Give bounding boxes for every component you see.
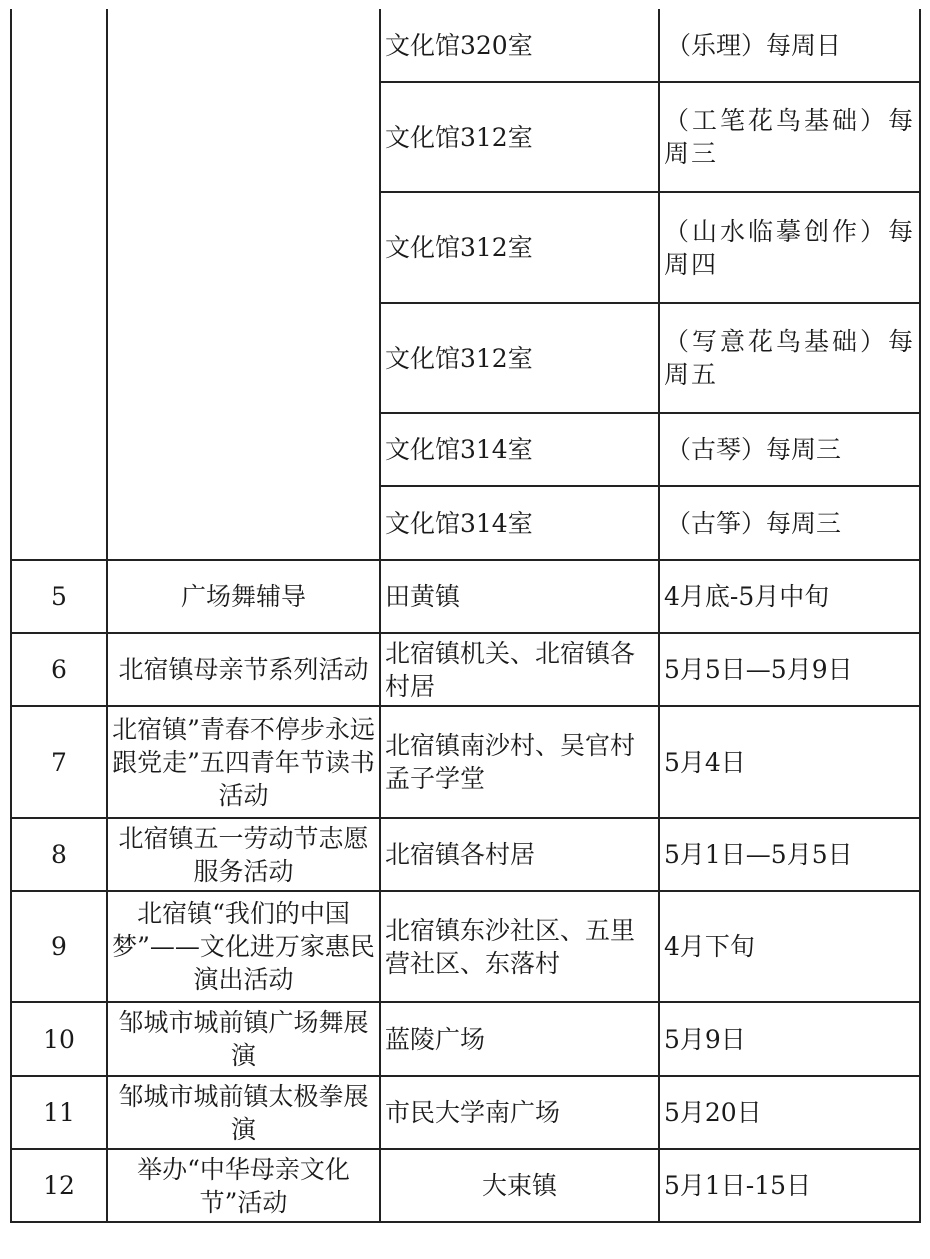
- time-cell: 5月9日: [659, 1002, 920, 1076]
- table-row: [11, 1002, 920, 1076]
- activity-schedule-table: [10, 9, 921, 1223]
- location-cell: 文化馆320室: [380, 9, 659, 82]
- time-cell: （乐理）每周日: [659, 9, 920, 82]
- time-cell: 5月5日—5月9日: [659, 633, 920, 706]
- table-row: [11, 560, 920, 633]
- table-row: [11, 818, 920, 891]
- activity-name-cell: 举办“中华母亲文化节”活动: [107, 1149, 380, 1222]
- row-number-cell: 5: [11, 560, 107, 633]
- table-row: [11, 1149, 920, 1222]
- activity-name-cell: 北宿镇“我们的中国梦”——文化进万家惠民演出活动: [107, 891, 380, 1002]
- row-number-cell: 12: [11, 1149, 107, 1222]
- activity-name-cell: 北宿镇”青春不停步永远跟党走”五四青年节读书活动: [107, 706, 380, 818]
- location-cell: 北宿镇南沙村、吴官村孟子学堂: [380, 706, 659, 818]
- time-cell: 4月底-5月中旬: [659, 560, 920, 633]
- location-cell: 文化馆312室: [380, 82, 659, 192]
- table-row: [11, 9, 920, 82]
- location-cell: 文化馆312室: [380, 192, 659, 303]
- time-cell: （写意花鸟基础）每周五: [659, 303, 920, 413]
- time-cell: （工笔花鸟基础）每周三: [659, 82, 920, 192]
- activity-name-cell: 邹城市城前镇广场舞展演: [107, 1002, 380, 1076]
- time-cell: 5月4日: [659, 706, 920, 818]
- row-number-cell: 8: [11, 818, 107, 891]
- time-cell: 5月1日-15日: [659, 1149, 920, 1222]
- table-row: [11, 891, 920, 1002]
- continued-name-cell: [107, 9, 380, 560]
- time-cell: （古琴）每周三: [659, 413, 920, 486]
- time-cell: （古筝）每周三: [659, 486, 920, 560]
- row-number-cell: 6: [11, 633, 107, 706]
- row-number-cell: 7: [11, 706, 107, 818]
- activity-name-cell: 北宿镇五一劳动节志愿服务活动: [107, 818, 380, 891]
- location-cell: 大束镇: [380, 1149, 659, 1222]
- location-cell: 北宿镇机关、北宿镇各村居: [380, 633, 659, 706]
- table-row: [11, 706, 920, 818]
- activity-name-cell: 广场舞辅导: [107, 560, 380, 633]
- row-number-cell: 11: [11, 1076, 107, 1149]
- time-cell: 5月1日—5月5日: [659, 818, 920, 891]
- location-cell: 田黄镇: [380, 560, 659, 633]
- continued-number-cell: [11, 9, 107, 560]
- location-cell: 北宿镇东沙社区、五里营社区、东落村: [380, 891, 659, 1002]
- time-cell: （山水临摹创作）每周四: [659, 192, 920, 303]
- activity-name-cell: 北宿镇母亲节系列活动: [107, 633, 380, 706]
- table-row: [11, 1076, 920, 1149]
- location-cell: 文化馆314室: [380, 413, 659, 486]
- location-cell: 文化馆312室: [380, 303, 659, 413]
- time-cell: 4月下旬: [659, 891, 920, 1002]
- location-cell: 蓝陵广场: [380, 1002, 659, 1076]
- location-cell: 市民大学南广场: [380, 1076, 659, 1149]
- location-cell: 文化馆314室: [380, 486, 659, 560]
- row-number-cell: 10: [11, 1002, 107, 1076]
- activity-name-cell: 邹城市城前镇太极拳展演: [107, 1076, 380, 1149]
- table-row: [11, 633, 920, 706]
- time-cell: 5月20日: [659, 1076, 920, 1149]
- row-number-cell: 9: [11, 891, 107, 1002]
- location-cell: 北宿镇各村居: [380, 818, 659, 891]
